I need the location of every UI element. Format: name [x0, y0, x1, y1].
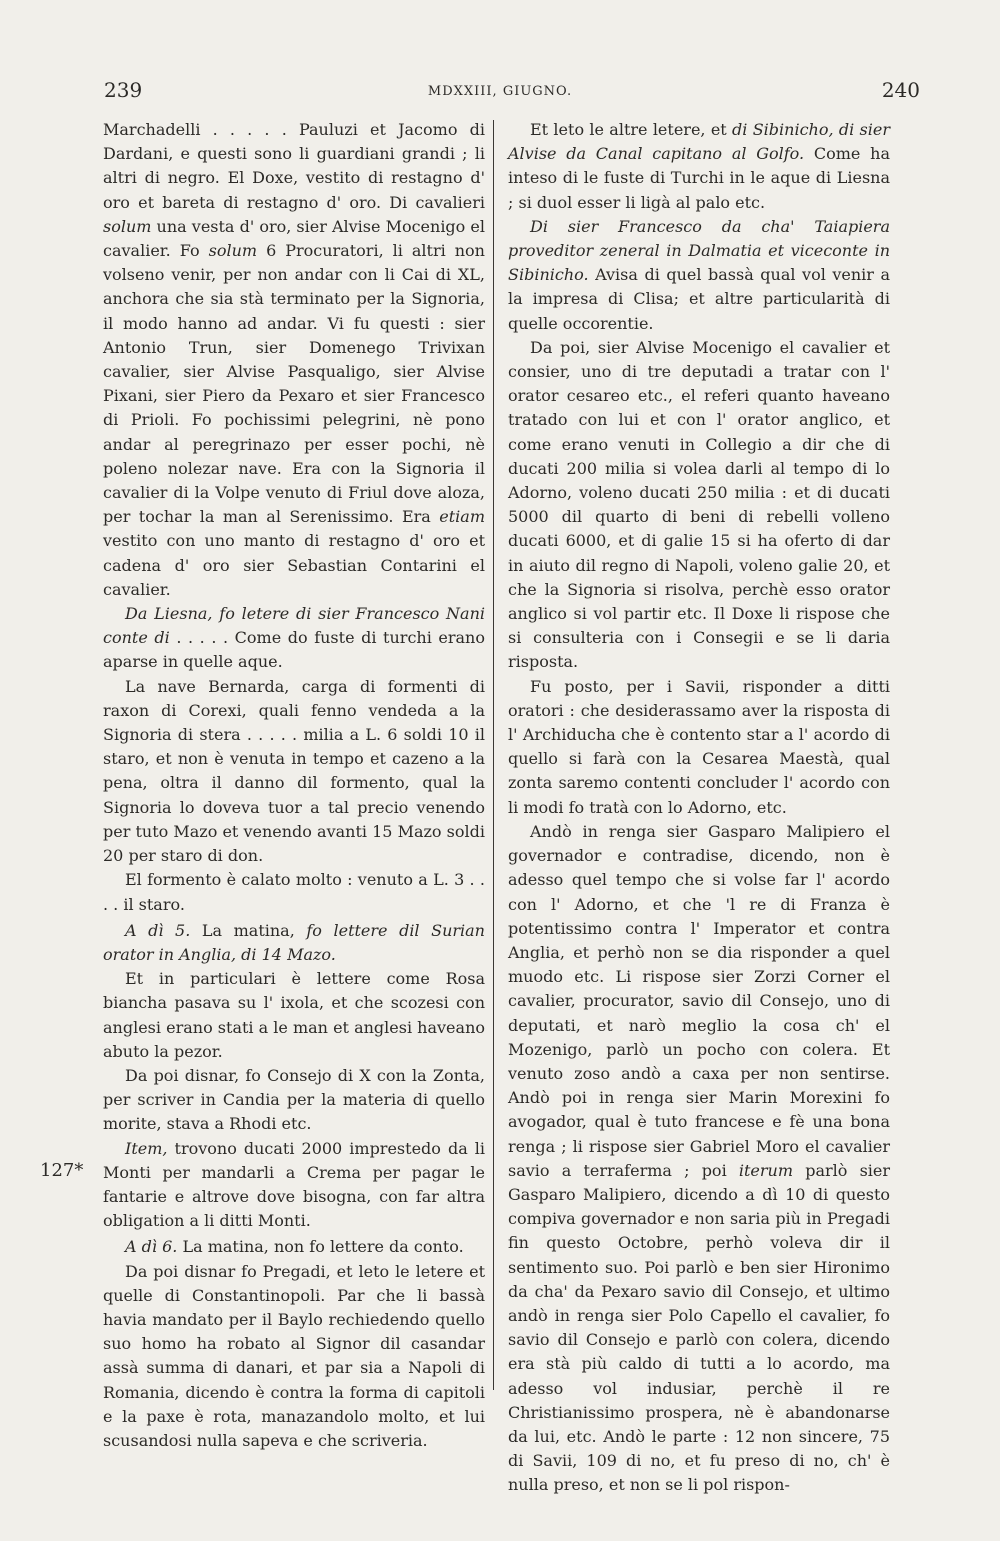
- paragraph: Fu posto, per i Savii, risponder a ditti oratori : che desiderassamo aver la risposta di l' Archiducha che è contento star a l' acordo di quello si farà con la Cesarea Maestà, qual zonta saremo contenti concluder l' acordo con li modi fo tratà con lo Adorno, etc.: [508, 676, 890, 817]
- paragraph: El formento è calato molto : venuto a L. 3 . . . . il staro.: [103, 870, 485, 914]
- right-page-number: 240: [881, 78, 920, 102]
- right-column: [508, 118, 890, 1498]
- paragraph: Di sier Francesco da cha' Taiapiera proveditor zeneral in Dalmatia et viceconte in Sibinicho. Avisa di quel bassà qual vol venir a la impresa di Clisa; et altre particularità di quelle occorentie.: [508, 216, 890, 333]
- paragraph: Andò in renga sier Gasparo Malipiero el governador e contradise, dicendo, non è adesso quel tempo che si volse far l' acordo con l' Adorno, et che 'l re di Franza è potentissimo contra l' Imperator et contra Anglia, et perhò non se dia risponder a quel muodo etc. Li rispose sier Zorzi Corner el cavalier, procurator, savio dil Consejo, uno di deputati, et narò meglio la cosa ch' el Mozenigo, parlò un pocho con colera. Et venuto zoso andò a caxa per non sentirse. Andò poi in renga sier Marin Morexini fo avogador, qual è tuto francese e fè una bona renga ; li rispose sier Gabriel Moro el cavalier savio a terraferma ; poi iterum parlò sier Gasparo Malipiero, dicendo a dì 10 di questo compiva governador e non saria più in Pregadi fin questo Octobre, perhò voleva dir il sentimento suo. Poi parlò e ben sier Hironimo da cha' da Pexaro savio dil Consejo, et ultimo andò in renga sier Polo Capello el cavalier, fo savio dil Consejo e parlò con colera, dicendo era stà più caldo di tutti a lo acordo, ma adesso vol indusiar, perchè il re Christianissimo prospera, nè è abandonarse da lui, etc. Andò le parte : 12 non sincere, 75 di Savii, 109 di no, et fu preso di no, ch' è nulla preso, et non se li pol rispon-: [508, 821, 891, 1495]
- paragraph: Et in particulari è lettere come Rosa biancha pasava su l' ixola, et che scozesi con anglesi erano stati a le man et anglesi haveano abuto la pezor.: [103, 969, 485, 1061]
- paragraph: A dì 5. La matina, fo lettere dil Surian orator in Anglia, di 14 Mazo.: [103, 920, 485, 964]
- paragraph: Da poi disnar, fo Consejo di X con la Zonta, per scriver in Candia per la materia di quello morite, stava a Rhodi etc.: [103, 1065, 485, 1134]
- paragraph: Da poi, sier Alvise Mocenigo el cavalier et consier, uno di tre deputadi a tratar con l' orator cesareo etc., el referi quanto haveano tratado con lui et con l' orator anglico, et come erano venuti in Collegio a dir che di ducati 200 milia si volea darli al tempo di lo Adorno, voleno ducati 250 milia : et di ducati 5000 dil quarto di beni di rebelli volleno ducati 6000, et di galie 15 si ha oferto di dar in aiuto dil regno di Napoli, voleno galie 20, et che la Signoria si risolva, perchè esso orator anglico si vol partir etc. Il Doxe li rispose che si consulteria con i Consegii e se li daria risposta.: [508, 337, 890, 672]
- paragraph: Item, trovono ducati 2000 imprestedo da li Monti per mandarli a Crema per pagar le fantarie e altrove dove bisogna, con far altra obligation a li ditti Monti.: [103, 1138, 485, 1231]
- column-divider: [493, 120, 494, 1390]
- paragraph: Et leto le altre letere, et di Sibinicho, di sier Alvise da Canal capitano al Golfo. Come ha inteso di le fuste di Turchi in le aque di Liesna ; si duol esser li ligà al palo etc.: [508, 120, 891, 212]
- paragraph: Da poi disnar fo Pregadi, et leto le letere et quelle di Constantinopoli. Par che li bassà havia mandato per il Baylo rechiedendo quello suo homo ha robato al Signor dil casandar assà summa di danari, et par sia a Napoli di Romania, dicendo è contra la forma di capitoli e la paxe è rota, manazandolo molto, et lui scusandosi nulla sapeva e che scriveria.: [103, 1261, 485, 1450]
- paragraph: La nave Bernarda, carga di formenti di raxon di Corexi, quali fenno vendeda a la Signoria di stera . . . . . milia a L. 6 soldi 10 il staro, et non è venuta in tempo et cazeno a la pena, oltra il danno dil formento, qual la Signoria lo doveva tuor a tal precio venendo per tuto Mazo et venendo avanti 15 Mazo soldi 20 per staro di don.: [103, 676, 485, 866]
- running-title: MDXXIII, GIUGNO.: [427, 84, 573, 99]
- left-page-number: 239: [104, 78, 143, 102]
- left-column: [103, 118, 485, 1453]
- margin-folio-number: 127*: [40, 1160, 84, 1181]
- paragraph: Marchadelli . . . . . Pauluzi et Jacomo di Dardani, e questi sono li guardiani grandi ; li altri di negro. El Doxe, vestito di restagno d' oro et bareta di restagno d' oro. Di cavalieri solum una vesta d' oro, sier Alvise Mocenigo el cavalier. Fo solum 6 Procuratori, li altri non volseno venir, per non andar con li Cai di XL, anchora che sia stà terminato per la Signoria, il modo hanno ad andar. Vi fu questi : sier Antonio Trun, sier Domenego Trivixan cavalier, sier Alvise Pasqualigo, sier Alvise Pixani, sier Piero da Pexaro et sier Francesco di Prioli. Fo pochissimi pelegrini, nè pono andar al peregrinazo per esser pochi, nè poleno nolezar nave. Era con la Signoria il cavalier di la Volpe venuto di Friul dove aloza, per tochar la man al Serenissimo. Era etiam vestito con uno manto di restagno d' oro et cadena d' oro sier Sebastian Contarini el cavalier.: [103, 120, 485, 599]
- paragraph: Da Liesna, fo letere di sier Francesco Nani conte di . . . . . Come do fuste di turchi erano aparse in quelle aque.: [103, 604, 485, 672]
- paragraph: A dì 6. La matina, non fo lettere da conto.: [125, 1237, 464, 1257]
